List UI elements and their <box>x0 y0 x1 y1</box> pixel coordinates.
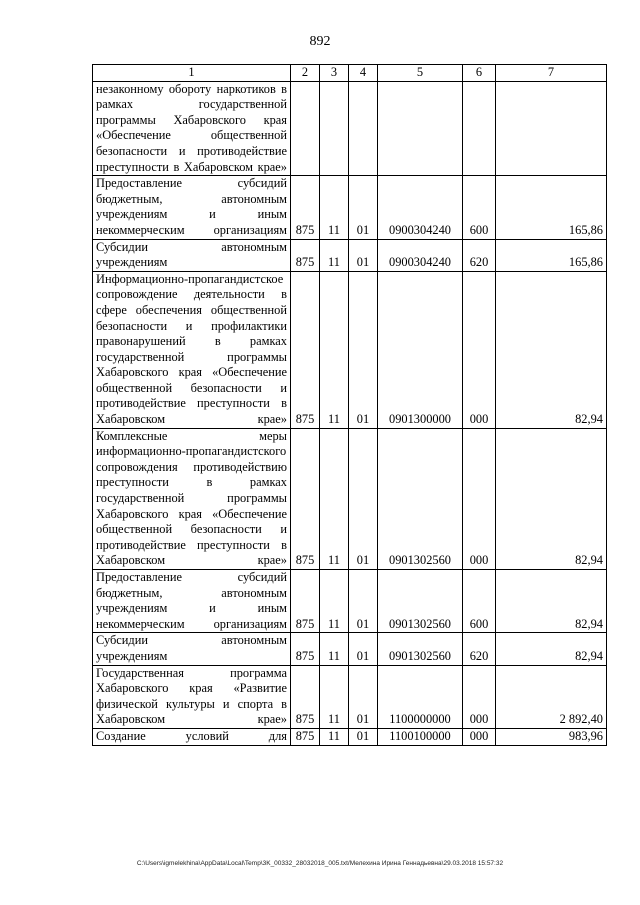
row-code-6: 000 <box>463 271 496 428</box>
row-code-4: 01 <box>349 665 378 728</box>
row-code-5: 1100000000 <box>378 665 463 728</box>
column-header-4: 4 <box>349 65 378 82</box>
table-row <box>93 176 607 239</box>
row-code-3: 11 <box>320 176 349 239</box>
row-code-5: 0901302560 <box>378 570 463 633</box>
column-header-7: 7 <box>496 65 607 82</box>
row-code-5: 0900304240 <box>378 239 463 271</box>
page-number: 892 <box>309 34 331 49</box>
row-name: незаконному обороту наркотиков в рамках государственной программы Хабаровского края «Обеспечение общественной безопасности и противодействие преступности в Хабаровском крае» <box>93 81 291 176</box>
table-row <box>93 271 607 428</box>
row-amount: 2 892,40 <box>496 665 607 728</box>
row-code-3: 11 <box>320 271 349 428</box>
row-code-2: 875 <box>291 239 320 271</box>
row-name: Субсидии автономным учреждениям <box>93 239 291 271</box>
row-code-5: 0901302560 <box>378 428 463 569</box>
row-code-6: 600 <box>463 176 496 239</box>
row-name: Информационно-пропагандистское сопровождение деятельности в сфере обеспечения общественной безопасности и профилактики правонарушений в рамках государственной программы Хабаровского края «Обеспечение общественной безопасности и противодействие преступности в Хабаровском крае» <box>93 271 291 428</box>
row-amount: 82,94 <box>496 633 607 665</box>
row-code-5: 1100100000 <box>378 728 463 745</box>
budget-table <box>92 64 607 746</box>
row-code-2: 875 <box>291 728 320 745</box>
row-amount: 82,94 <box>496 271 607 428</box>
row-code-6: 000 <box>463 665 496 728</box>
table-row <box>93 665 607 728</box>
row-code-3: 11 <box>320 428 349 569</box>
table-row <box>93 81 607 176</box>
row-amount: 983,96 <box>496 728 607 745</box>
table-row <box>93 728 607 745</box>
column-header-5: 5 <box>378 65 463 82</box>
row-code-4: 01 <box>349 271 378 428</box>
row-code-5: 0901302560 <box>378 633 463 665</box>
row-code-3: 11 <box>320 570 349 633</box>
row-code-2: 875 <box>291 665 320 728</box>
row-name: Комплексные меры информационно-пропагандистского сопровождения противодействию преступности в рамках государственной программы Хабаровского края «Обеспечение общественной безопасности и противодействие преступности в Хабаровском крае» <box>93 428 291 569</box>
row-code-3: 11 <box>320 728 349 745</box>
row-code-6: 620 <box>463 633 496 665</box>
row-code-4 <box>349 81 378 176</box>
row-code-5: 0900304240 <box>378 176 463 239</box>
row-code-3: 11 <box>320 633 349 665</box>
row-code-4: 01 <box>349 176 378 239</box>
row-code-2 <box>291 81 320 176</box>
row-code-3: 11 <box>320 665 349 728</box>
row-code-2: 875 <box>291 570 320 633</box>
row-name: Субсидии автономным учреждениям <box>93 633 291 665</box>
file-path-footer: C:\Users\igmelekhina\AppData\Local\Temp\3K_00332_28032018_005.txt/Мелехина Ирина Геннадьевна\29.03.2018 15:57:32 <box>136 860 504 867</box>
row-name: Предоставление субсидий бюджетным, автономным учреждениям и иным некоммерческим организациям <box>93 176 291 239</box>
column-header-6: 6 <box>463 65 496 82</box>
row-code-4: 01 <box>349 570 378 633</box>
row-code-2: 875 <box>291 428 320 569</box>
row-code-6 <box>463 81 496 176</box>
row-name: Создание условий для <box>93 728 291 745</box>
row-code-2: 875 <box>291 176 320 239</box>
row-amount: 82,94 <box>496 428 607 569</box>
column-header-2: 2 <box>291 65 320 82</box>
row-amount <box>496 81 607 176</box>
table-row <box>93 428 607 569</box>
row-code-5: 0901300000 <box>378 271 463 428</box>
row-amount: 165,86 <box>496 176 607 239</box>
row-code-5 <box>378 81 463 176</box>
row-name: Предоставление субсидий бюджетным, автономным учреждениям и иным некоммерческим организациям <box>93 570 291 633</box>
row-code-4: 01 <box>349 239 378 271</box>
row-code-2: 875 <box>291 271 320 428</box>
table-row <box>93 239 607 271</box>
row-amount: 82,94 <box>496 570 607 633</box>
row-amount: 165,86 <box>496 239 607 271</box>
column-header-3: 3 <box>320 65 349 82</box>
table-row <box>93 633 607 665</box>
row-code-6: 000 <box>463 728 496 745</box>
row-code-3 <box>320 81 349 176</box>
row-code-2: 875 <box>291 633 320 665</box>
row-name: Государственная программа Хабаровского края «Развитие физической культуры и спорта в Хабаровском крае» <box>93 665 291 728</box>
row-code-4: 01 <box>349 728 378 745</box>
row-code-6: 000 <box>463 428 496 569</box>
row-code-4: 01 <box>349 428 378 569</box>
column-header-1: 1 <box>93 65 291 82</box>
row-code-3: 11 <box>320 239 349 271</box>
header-row <box>93 65 607 82</box>
row-code-6: 600 <box>463 570 496 633</box>
row-code-6: 620 <box>463 239 496 271</box>
row-code-4: 01 <box>349 633 378 665</box>
table-row <box>93 570 607 633</box>
